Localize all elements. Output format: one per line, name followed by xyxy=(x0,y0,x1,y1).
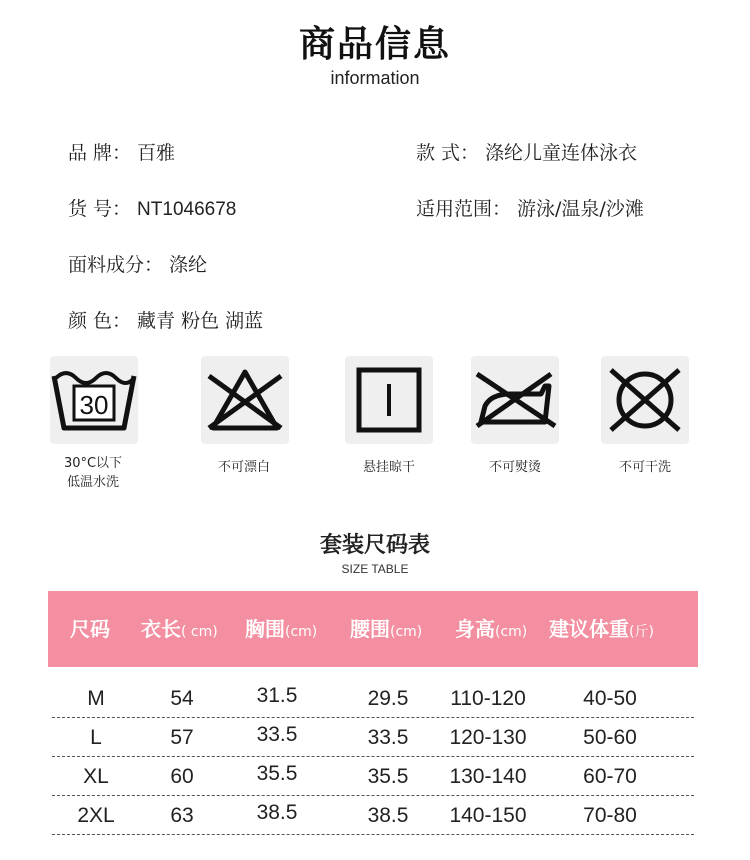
cell-height: 110-120 xyxy=(450,687,526,710)
cell-waist: 35.5 xyxy=(367,765,409,788)
header-length: 衣长( cm) xyxy=(141,617,218,641)
scope-value: 游泳/温泉/沙滩 xyxy=(517,198,644,220)
cell-weight: 40-50 xyxy=(583,687,637,710)
care-label-line: 不可熨烫 xyxy=(488,460,541,475)
no-bleach-icon xyxy=(201,356,289,444)
cell-length: 63 xyxy=(170,804,194,827)
cell-length: 60 xyxy=(170,765,194,788)
color-info xyxy=(68,306,263,333)
header-chest: 胸围(cm) xyxy=(245,617,318,641)
cell-chest: 31.5 xyxy=(256,684,298,707)
care-label-line: 低温水洗 xyxy=(66,475,119,490)
page-title: 商品信息 xyxy=(298,24,451,65)
cell-size: M xyxy=(87,687,105,710)
fabric-label: 面料成分： xyxy=(68,254,164,276)
table-row xyxy=(52,718,694,757)
cell-size: L xyxy=(90,726,102,749)
table-row xyxy=(52,679,694,718)
cell-waist: 33.5 xyxy=(367,726,409,749)
hang-dry-icon xyxy=(345,356,433,444)
table-row xyxy=(52,796,694,835)
sku-value: NT1046678 xyxy=(137,199,237,220)
cell-waist: 38.5 xyxy=(367,804,409,827)
care-label-bleach xyxy=(189,458,299,477)
cell-chest: 38.5 xyxy=(256,801,298,824)
cell-chest: 35.5 xyxy=(256,762,298,785)
cell-size: XL xyxy=(83,765,109,788)
cell-height: 120-130 xyxy=(449,726,527,749)
fabric-info xyxy=(68,250,207,277)
cell-weight: 70-80 xyxy=(583,804,637,827)
no-dry-clean-icon xyxy=(601,356,689,444)
care-label-line: 悬挂晾干 xyxy=(362,460,415,475)
style-label: 款 式： xyxy=(416,142,480,164)
cell-height: 140-150 xyxy=(449,804,527,827)
brand-label: 品 牌： xyxy=(68,142,132,164)
style-value: 涤纶儿童连体泳衣 xyxy=(485,142,638,164)
care-label-wash xyxy=(38,454,148,492)
care-label-line: 不可干洗 xyxy=(618,460,671,475)
cell-length: 57 xyxy=(170,726,194,749)
wash-temperature: 30 xyxy=(79,390,109,420)
brand-info xyxy=(68,138,175,165)
sku-label: 货 号： xyxy=(68,198,132,220)
cell-weight: 60-70 xyxy=(583,765,637,788)
cell-size: 2XL xyxy=(77,804,115,827)
sku-info xyxy=(68,194,236,221)
brand-value: 百雅 xyxy=(137,142,176,164)
fabric-value: 涤纶 xyxy=(169,254,208,276)
size-table-title: 套装尺码表 xyxy=(319,533,430,558)
scope-info xyxy=(416,194,644,221)
cell-length: 54 xyxy=(170,687,194,710)
color-label: 颜 色： xyxy=(68,310,132,332)
cell-height: 130-140 xyxy=(449,765,527,788)
color-value: 藏青 粉色 湖蓝 xyxy=(137,310,264,332)
care-label-line: 30°C以下 xyxy=(63,456,123,471)
care-label-dry-clean xyxy=(590,458,700,477)
care-label-line: 不可漂白 xyxy=(217,460,270,475)
wash-30-icon xyxy=(50,356,138,444)
header-waist: 腰围(cm) xyxy=(350,617,423,641)
cell-chest: 33.5 xyxy=(256,723,298,746)
header-height: 身高(cm) xyxy=(455,617,528,641)
page-subtitle: information xyxy=(330,68,420,88)
cell-weight: 50-60 xyxy=(583,726,637,749)
header-size: 尺码 xyxy=(70,617,110,641)
no-iron-icon xyxy=(471,356,559,444)
scope-label: 适用范围： xyxy=(416,198,512,220)
style-info xyxy=(416,138,637,165)
header-weight: 建议体重(斤) xyxy=(549,617,654,641)
care-label-iron xyxy=(460,458,570,477)
size-table-subtitle: SIZE TABLE xyxy=(341,562,409,576)
cell-waist: 29.5 xyxy=(367,687,409,710)
care-label-dry xyxy=(334,458,444,477)
size-table-header xyxy=(48,591,698,667)
table-row xyxy=(52,757,694,796)
